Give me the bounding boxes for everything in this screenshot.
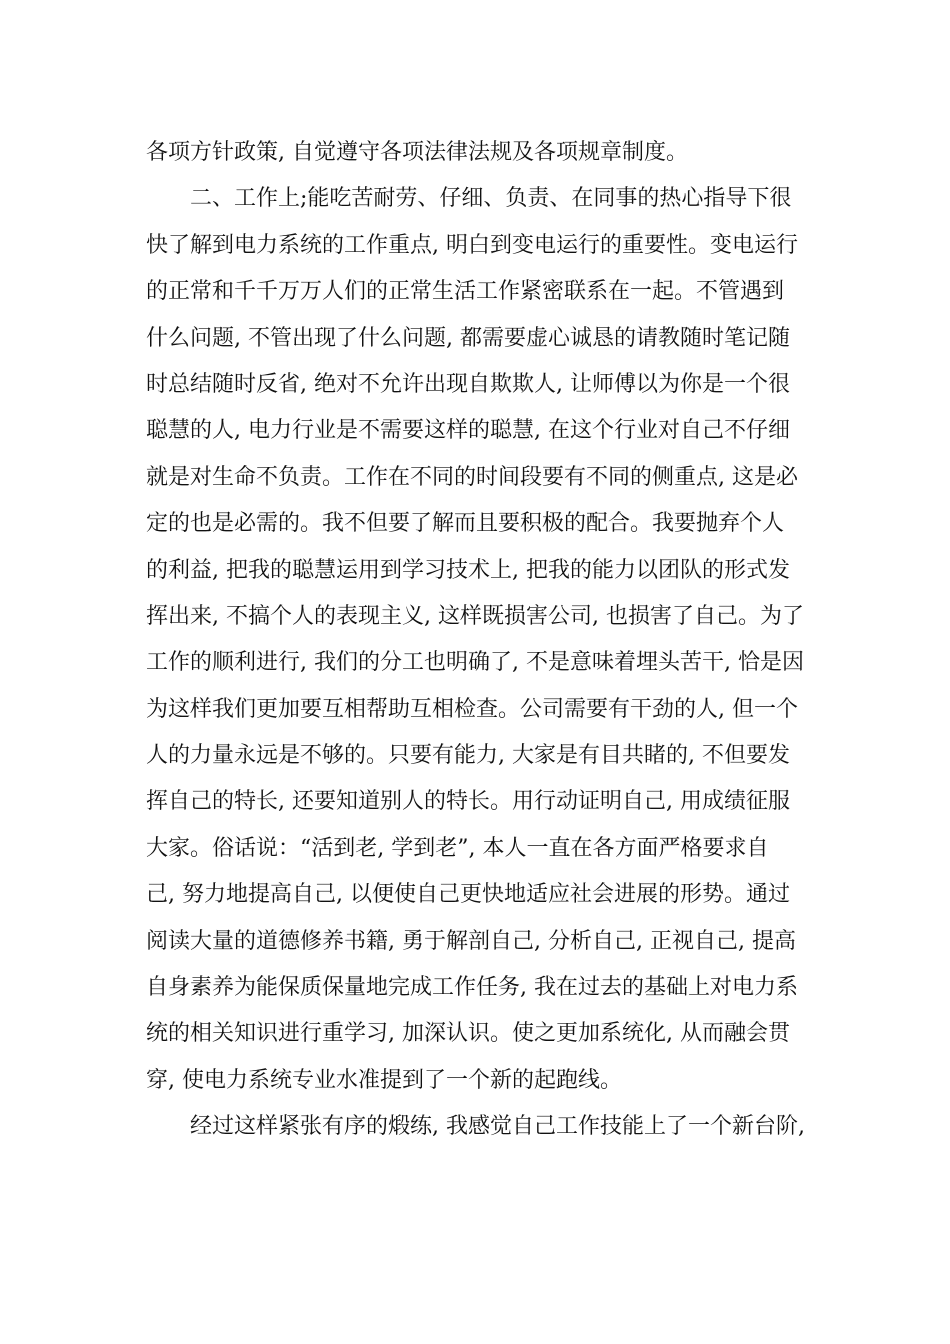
text-line: 工作的顺利进行, 我们的分工也明确了, 不是意味着埋头苦干, 恰是因 xyxy=(146,650,804,676)
text-line: 各项方针政策, 自觉遵守各项法律法规及各项规章制度。 xyxy=(146,140,688,165)
text-line: 为这样我们更加要互相帮助互相检查。公司需要有干劲的人, 但一个 xyxy=(146,696,798,722)
text-line: 聪慧的人, 电力行业是不需要这样的聪慧, 在这个行业对自己不仔细 xyxy=(146,418,790,444)
text-line: 定的也是必需的。我不但要了解而且要积极的配合。我要抛弃个人 xyxy=(146,511,785,537)
text-line: 挥自己的特长, 还要知道别人的特长。用行动证明自己, 用成绩征服 xyxy=(146,789,790,815)
text-line: 的正常和千千万万人们的正常生活工作紧密联系在一起。不管遇到 xyxy=(146,279,785,305)
body-text xyxy=(146,130,836,1151)
text-line: 自身素养为能保质保量地完成工作任务, 我在过去的基础上对电力系 xyxy=(146,975,798,1001)
text-line: 统的相关知识进行重学习, 加深认识。使之更加系统化, 从而融会贯 xyxy=(146,1021,790,1047)
paragraph-start-line: 二、工作上;能吃苦耐劳、仔细、负责、在同事的热心指导下很 xyxy=(190,186,792,212)
text-line: 什么问题, 不管出现了什么问题, 都需要虚心诚恳的请教随时笔记随 xyxy=(146,325,790,351)
text-line: 就是对生命不负责。工作在不同的时间段要有不同的侧重点, 这是必 xyxy=(146,464,798,490)
text-line: 穿, 使电力系统专业水准提到了一个新的起跑线。 xyxy=(146,1067,622,1093)
text-line: 人的力量永远是不够的。只要有能力, 大家是有目共睹的, 不但要发 xyxy=(146,743,790,769)
text-line: 快了解到电力系统的工作重点, 明白到变电运行的重要性。变电运行 xyxy=(146,232,798,258)
text-line: 的利益, 把我的聪慧运用到学习技术上, 把我的能力以团队的形式发 xyxy=(146,557,790,583)
text-line: 己, 努力地提高自己, 以便使自己更快地适应社会进展的形势。通过 xyxy=(146,882,790,908)
text-line: 大家。俗话说：“活到老, 学到老”, 本人一直在各方面严格要求自 xyxy=(146,835,769,861)
text-line: 时总结随时反省, 绝对不允许出现自欺欺人, 让师傅以为你是一个很 xyxy=(146,371,790,397)
paragraph-start-line: 经过这样紧张有序的煅练, 我感觉自己工作技能上了一个新台阶, xyxy=(190,1114,805,1140)
text-line: 阅读大量的道德修养书籍, 勇于解剖自己, 分析自己, 正视自己, 提高 xyxy=(146,928,796,954)
text-line: 挥出来, 不搞个人的表现主义, 这样既损害公司, 也损害了自己。为了 xyxy=(146,603,804,629)
